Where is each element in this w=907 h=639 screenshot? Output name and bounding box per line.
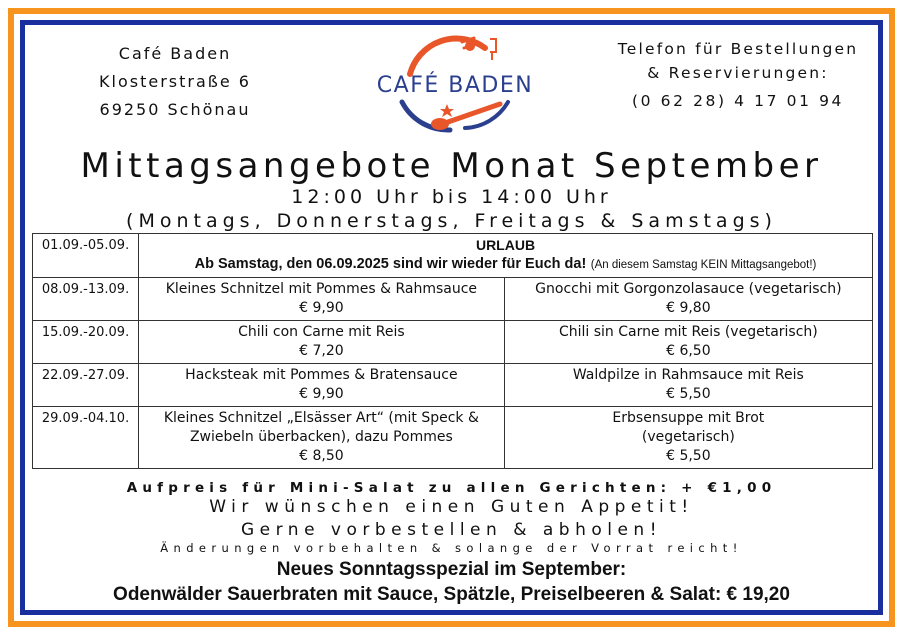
urlaub-heading: URLAUB [475, 237, 536, 253]
disclaimer: Änderungen vorbehalten & solange der Vorrat reicht! [160, 541, 743, 555]
table-row [33, 234, 873, 278]
week-date: 01.09.-05.09. [33, 234, 139, 278]
dish-cell [139, 278, 505, 321]
dish-cell-veg [504, 278, 872, 321]
week-date: 15.09.-20.09. [33, 321, 139, 364]
dish-name: Chili sin Carne mit Reis (vegetarisch) [558, 324, 818, 340]
dish-name: Gnocchi mit Gorgonzolasauce (vegetarisch) [535, 281, 842, 297]
salad-surcharge: Aufpreis für Mini-Salat zu allen Gerichten: + €1,00 [126, 480, 777, 496]
sunday-special-title: Neues Sonntagsspezial im September: [276, 559, 627, 580]
dish-name: Chili con Carne mit Reis [238, 324, 405, 340]
dish-cell [139, 407, 505, 469]
phone-block [598, 37, 878, 113]
table-row [33, 321, 873, 364]
dish-price: € 5,50 [666, 448, 711, 464]
dish-name: Hacksteak mit Pommes & Bratensauce [185, 367, 458, 383]
urlaub-cell [139, 234, 873, 278]
address-block [70, 40, 280, 124]
weekdays: (Montags, Donnerstags, Freitags & Samstags) [126, 210, 777, 232]
dish-cell-veg [504, 407, 872, 469]
sunday-special-dish: Odenwälder Sauerbraten mit Sauce, Spätzle, Preiselbeeren & Salat: € 19,20 [113, 584, 790, 605]
dish-name-line-2: (vegetarisch) [641, 429, 735, 445]
dish-price: € 5,50 [666, 386, 711, 402]
dish-name-line-1: Erbsensuppe mit Brot [612, 410, 765, 426]
dish-price: € 6,50 [666, 343, 711, 359]
dish-cell [139, 364, 505, 407]
dish-name: Waldpilze in Rahmsauce mit Reis [572, 367, 804, 383]
appetit-line: Wir wünschen einen Guten Appetit! [209, 497, 694, 517]
phone-number: (0 62 28) 4 17 01 94 [632, 92, 844, 110]
phone-label-1: Telefon für Bestellungen [617, 40, 859, 58]
address-name: Café Baden [118, 44, 232, 63]
dish-cell-veg [504, 321, 872, 364]
page-title: Mittagsangebote Monat September [80, 146, 823, 186]
table-row [33, 364, 873, 407]
dish-price: € 9,80 [666, 300, 711, 316]
dish-price: € 7,20 [299, 343, 344, 359]
week-date: 08.09.-13.09. [33, 278, 139, 321]
table-row [33, 407, 873, 469]
week-date: 22.09.-27.09. [33, 364, 139, 407]
phone-label-2: & Reservierungen: [647, 64, 829, 82]
urlaub-line: Ab Samstag, den 06.09.2025 sind wir wieder für Euch da! [194, 256, 587, 272]
time-range: 12:00 Uhr bis 14:00 Uhr [291, 186, 612, 208]
menu-table [32, 233, 873, 469]
dish-name: Kleines Schnitzel mit Pommes & Rahmsauce [165, 281, 478, 297]
dish-cell-veg [504, 364, 872, 407]
urlaub-note: (An diesem Samstag KEIN Mittagsangebot!) [590, 259, 817, 271]
address-street: Klosterstraße 6 [99, 72, 251, 91]
dish-price: € 8,50 [299, 448, 344, 464]
dish-name-line-2: Zwiebeln überbacken), dazu Pommes [189, 429, 453, 445]
logo-text: CAFÉ BADEN [376, 73, 534, 98]
cafe-baden-logo [340, 34, 570, 134]
dish-name-line-1: Kleines Schnitzel „Elsässer Art“ (mit Speck & [163, 410, 479, 426]
dish-cell [139, 321, 505, 364]
table-row [33, 278, 873, 321]
address-city: 69250 Schönau [99, 100, 251, 119]
week-date: 29.09.-04.10. [33, 407, 139, 469]
dish-price: € 9,90 [299, 300, 344, 316]
dish-price: € 9,90 [299, 386, 344, 402]
preorder-line: Gerne vorbestellen & abholen! [240, 520, 663, 540]
